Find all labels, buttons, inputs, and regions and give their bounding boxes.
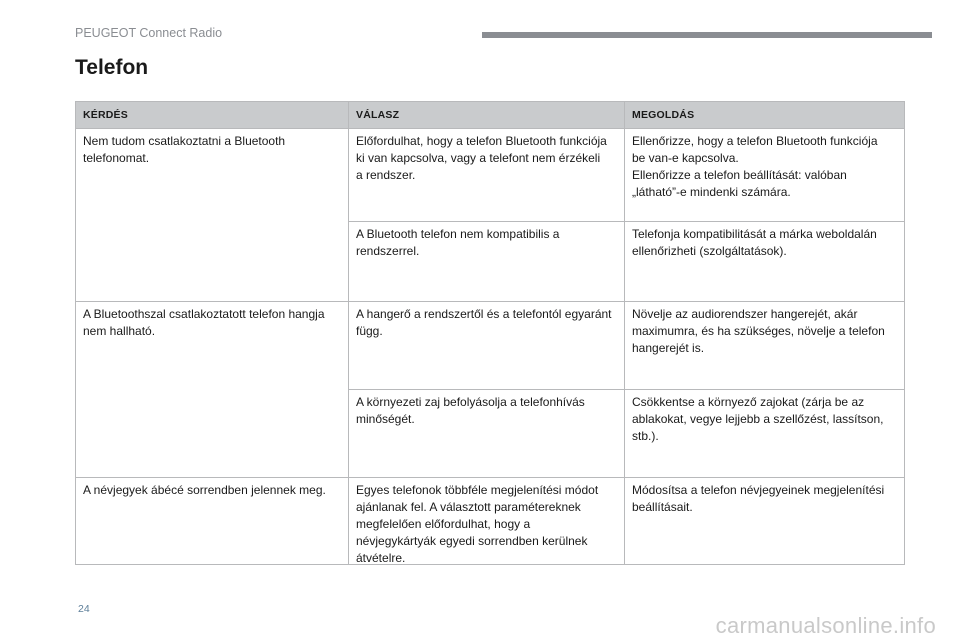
page-number: 24 [78, 603, 90, 615]
page-title: Telefon [75, 56, 149, 79]
solution-text: Telefonja kompatibilitását a márka weboldalán ellenőrizheti (szolgáltatások). [632, 227, 877, 258]
header-bar [482, 32, 932, 38]
answer-cell [349, 129, 625, 222]
solution-text: Növelje az audiorendszer hangerejét, akár maximumra, és ha szükséges, növelje a telefon hangerejét is. [632, 307, 885, 355]
answer-cell [349, 390, 625, 478]
solution-text: Módosítsa a telefon névjegyeinek megjelenítési beállításait. [632, 483, 885, 514]
solution-cell [625, 390, 905, 478]
question-cell: A Bluetoothszal csatlakoztatott telefon hangja nem hallható. [76, 302, 349, 478]
table-row [76, 129, 905, 222]
answer-text: Egyes telefonok többféle megjelenítési módot ajánlanak fel. A választott paramétereknek megfelelően előfordulhat, hogy a névjegykártyák egyedi sorrendben kerülnek átvételre. [356, 483, 599, 565]
column-header-question: KÉRDÉS [76, 102, 349, 129]
answer-text: A környezeti zaj befolyásolja a telefonhívás minőségét. [356, 395, 585, 426]
header-label: PEUGEOT Connect Radio [75, 26, 223, 40]
table-header-row [76, 102, 905, 129]
answer-cell [349, 302, 625, 390]
answer-cell [349, 478, 625, 565]
answer-text: A hangerő a rendszertől és a telefontól egyaránt függ. [356, 307, 612, 338]
table-row [76, 478, 905, 565]
solution-cell [625, 222, 905, 302]
solution-cell [625, 302, 905, 390]
answer-cell [349, 222, 625, 302]
answer-text: Előfordulhat, hogy a telefon Bluetooth funkciója ki van kapcsolva, vagy a telefont nem érzékeli a rendszer. [356, 134, 607, 182]
question-cell: Nem tudom csatlakoztatni a Bluetooth telefonomat. [76, 129, 349, 302]
table-row [76, 302, 905, 390]
solution-cell [625, 129, 905, 222]
answer-text: A Bluetooth telefon nem kompatibilis a rendszerrel. [356, 227, 560, 258]
solution-text: Ellenőrizze, hogy a telefon Bluetooth funkciója be van-e kapcsolva. Ellenőrizze a telefon beállítását: valóban „látható”-e mindenki számára. [632, 134, 878, 199]
watermark: carmanualsonline.info [715, 613, 936, 638]
solution-cell [625, 478, 905, 565]
solution-text: Csökkentse a környező zajokat (zárja be az ablakokat, vegye lejjebb a szellőzést, lassítson, stb.). [632, 395, 884, 443]
column-header-answer: VÁLASZ [349, 102, 625, 129]
column-header-solution: MEGOLDÁS [625, 102, 905, 129]
troubleshooting-table [75, 101, 905, 565]
question-cell: A névjegyek ábécé sorrendben jelennek meg. [76, 478, 349, 565]
